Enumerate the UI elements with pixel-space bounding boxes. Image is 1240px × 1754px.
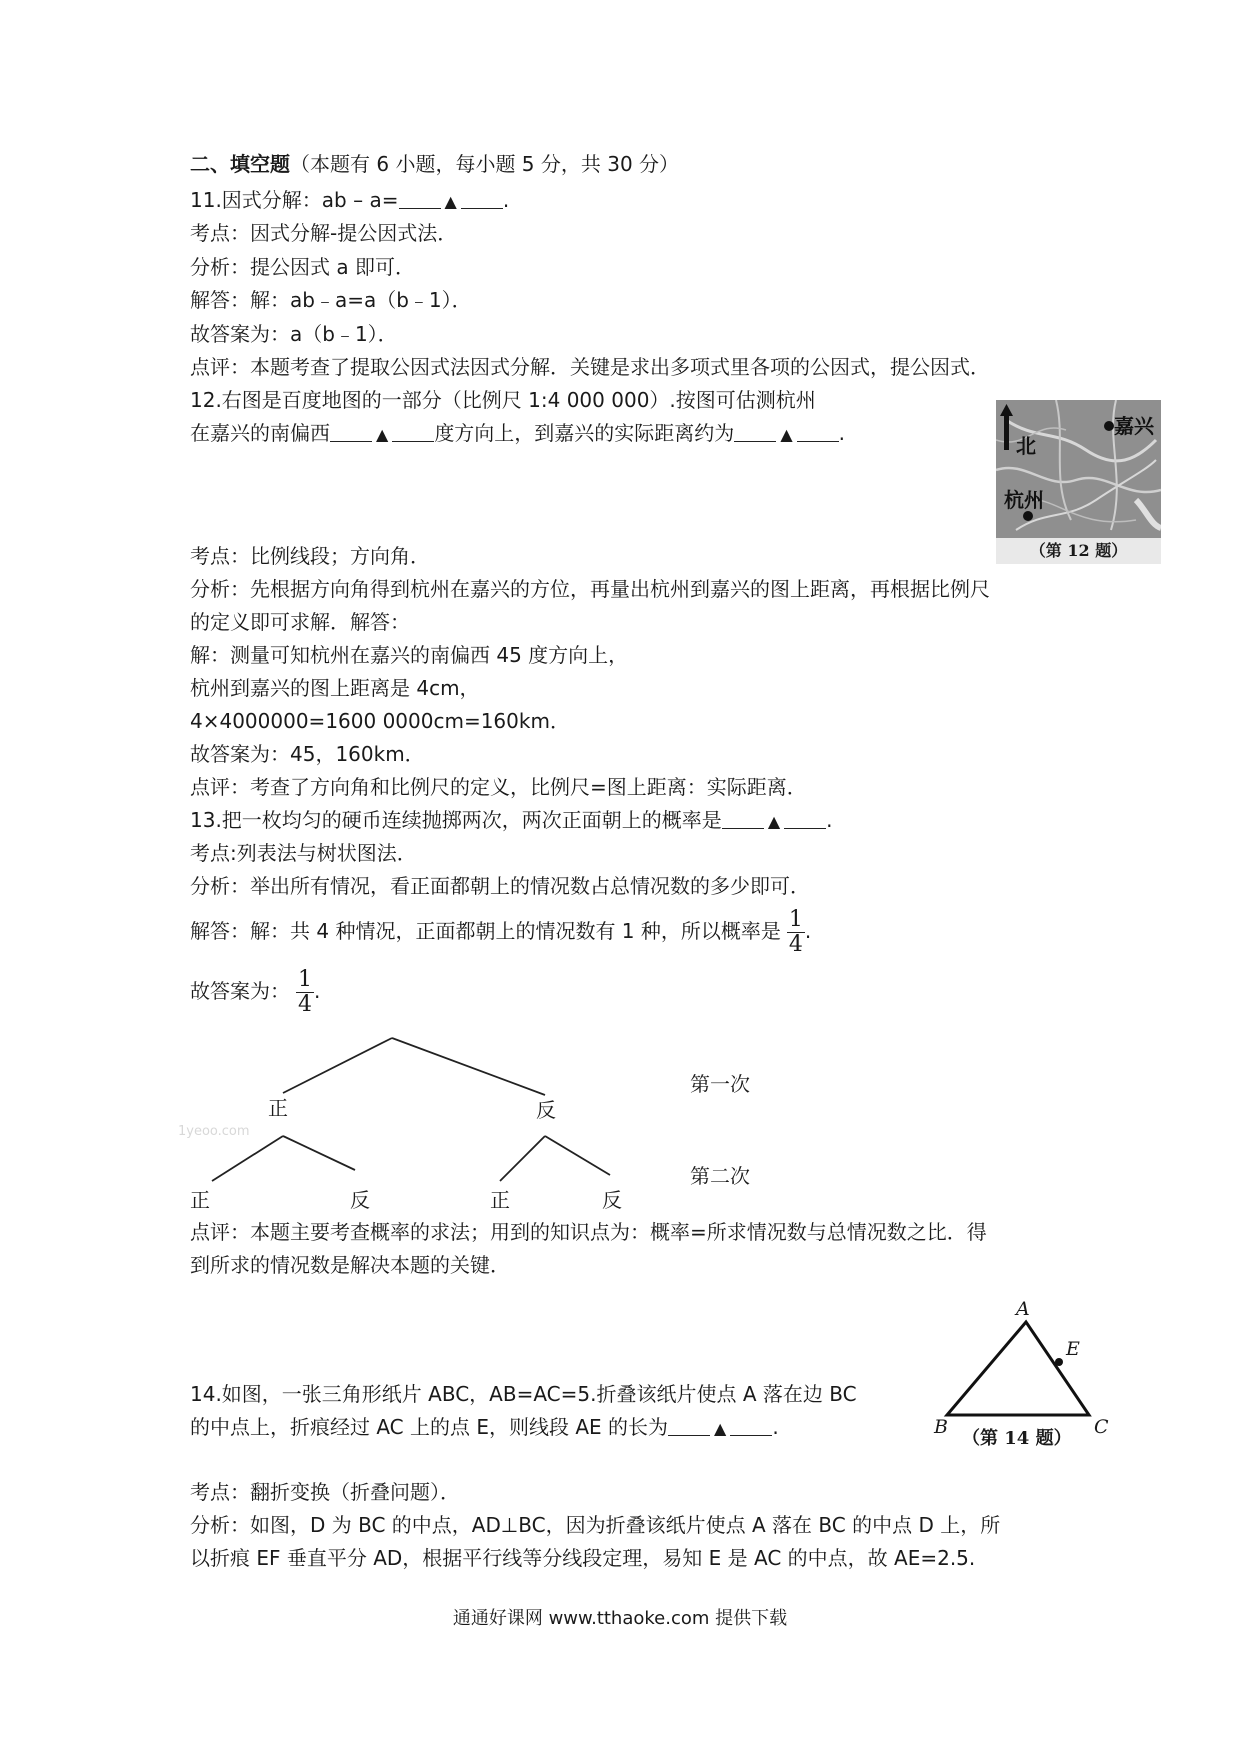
triangle-marker-icon: ▲	[444, 192, 457, 211]
fraction-numerator: 1	[788, 907, 803, 932]
tree-level2-label: 第二次	[690, 1164, 750, 1188]
q12-fenxi-line2: 的定义即可求解．解答：	[190, 610, 410, 634]
q12-text-a: 在嘉兴的南偏西	[190, 421, 330, 445]
q13-jieda-text: 解答：解：共 4 种情况，正面都朝上的情况数有 1 种，所以概率是	[190, 919, 781, 943]
answer-blank	[730, 1415, 772, 1436]
point-label-e: E	[1066, 1338, 1080, 1360]
page-footer: 通通好课网 www.tthaoke.com 提供下载	[452, 1608, 788, 1629]
q11-dianping: 点评：本题考查了提取公因式法因式分解．关键是求出多项式里各项的公因式，提公因式．	[190, 355, 990, 379]
q13-fenxi: 分析：举出所有情况，看正面都朝上的情况数占总情况数的多少即可．	[190, 874, 810, 898]
map-caption: （第 12 题）	[996, 538, 1161, 564]
q13-question-text: 13.把一枚均匀的硬币连续抛掷两次，两次正面朝上的概率是	[190, 808, 722, 832]
tree-node-zheng: 正	[490, 1188, 510, 1212]
q14-figure-caption: （第 14 题）	[962, 1428, 1072, 1449]
vertex-label-b: B	[934, 1416, 948, 1438]
q14-fenxi-line2: 以折痕 EF 垂直平分 AD，根据平行线等分线段定理，易知 E 是 AC 的中点，故 AE=2.5.	[190, 1546, 976, 1570]
q13-kaodian: 考点:列表法与树状图法．	[190, 841, 417, 865]
q14-kaodian: 考点：翻折变换（折叠问题）．	[190, 1480, 460, 1504]
q11-question-end: .	[502, 188, 510, 212]
triangle-marker-icon: ▲	[376, 425, 389, 444]
q13-answer-text: 故答案为：	[190, 979, 290, 1003]
fraction-numerator: 1	[298, 967, 312, 992]
tree-node-zheng: 正	[268, 1096, 288, 1120]
q11-kaodian: 考点：因式分解-提公因式法．	[190, 221, 458, 245]
q14-fenxi-line1: 分析：如图，D 为 BC 的中点，AD⊥BC，因为折叠该纸片使点 A 落在 BC 的中点 D 上，所	[190, 1513, 1001, 1537]
q12-jie-line2: 杭州到嘉兴的图上距离是 4cm，	[190, 676, 480, 700]
q13-dianping-line2: 到所求的情况数是解决本题的关键．	[190, 1253, 510, 1277]
vertex-label-a: A	[1016, 1298, 1030, 1320]
tree-node-fan: 反	[350, 1188, 370, 1212]
triangle-marker-icon: ▲	[714, 1419, 727, 1438]
map-label-hangzhou: 杭州	[1004, 488, 1044, 512]
map-label-jiaxing: 嘉兴	[1114, 414, 1154, 438]
tree-node-fan: 反	[602, 1188, 622, 1212]
watermark-text: 1yeoo.com	[178, 1124, 250, 1139]
q12-jie-line3: 4×4000000=1600 0000cm=160km．	[190, 709, 570, 733]
q11-answer: 故答案为：a（b﹣1）．	[190, 322, 398, 346]
q12-answer: 故答案为：45，160km．	[190, 742, 425, 766]
map-label-north: 北	[1016, 434, 1036, 458]
q12-dianping: 点评：考查了方向角和比例尺的定义，比例尺=图上距离：实际距离．	[190, 775, 807, 799]
q13-jieda: 解答：解：共 4 种情况，正面都朝上的情况数有 1 种，所以概率是 $\frac{1}{4}$ .	[190, 907, 812, 957]
fraction-denominator: 4	[788, 932, 803, 957]
q14-question-line1: 14.如图，一张三角形纸片 ABC，AB=AC=5.折叠该纸片使点 A 落在边 BC	[190, 1382, 857, 1406]
tree-node-zheng: 正	[190, 1188, 210, 1212]
q12-jie-line1: 解：测量可知杭州在嘉兴的南偏西 45 度方向上，	[190, 643, 629, 667]
answer-blank	[668, 1415, 710, 1436]
vertex-label-c: C	[1094, 1416, 1109, 1438]
triangle-marker-icon: ▲	[767, 812, 781, 831]
triangle-marker-icon: ▲	[780, 425, 793, 444]
q14-question-line2	[190, 1413, 779, 1443]
q12-text-b: 度方向上，到嘉兴的实际距离约为	[434, 421, 735, 445]
section-note: （本题有 6 小题，每小题 5 分，共 30 分）	[290, 152, 680, 176]
fraction-denominator: 4	[298, 992, 312, 1017]
tree-level1-label: 第一次	[690, 1072, 750, 1096]
q11-jieda: 解答：解：ab﹣a=a（b﹣1）．	[190, 288, 472, 312]
q11-fenxi: 分析：提公因式 a 即可．	[190, 255, 415, 279]
q12-fenxi-line1: 分析：先根据方向角得到杭州在嘉兴的方位，再量出杭州到嘉兴的图上距离，再根据比例尺	[190, 577, 990, 601]
q13-dianping-line1: 点评：本题主要考查概率的求法；用到的知识点为：概率=所求情况数与总情况数之比．得	[190, 1220, 987, 1244]
q14-question-end: .	[772, 1415, 779, 1439]
section-title: 二、填空题	[190, 152, 290, 176]
tree-node-fan: 反	[536, 1098, 556, 1122]
q12-question-line1: 12.右图是百度地图的一部分（比例尺 1:4 000 000）.按图可估测杭州	[190, 388, 816, 412]
q14-question-text: 的中点上，折痕经过 AC 上的点 E，则线段 AE 的长为	[190, 1415, 669, 1439]
q13-answer: 故答案为： $\frac{1}{4}$ .	[190, 967, 321, 1017]
q12-kaodian: 考点：比例线段；方向角．	[190, 544, 430, 568]
q12-text-c: .	[838, 421, 845, 445]
q11-question-text: 11.因式分解：ab – a=	[190, 188, 399, 212]
q13-question-end: .	[826, 808, 833, 832]
